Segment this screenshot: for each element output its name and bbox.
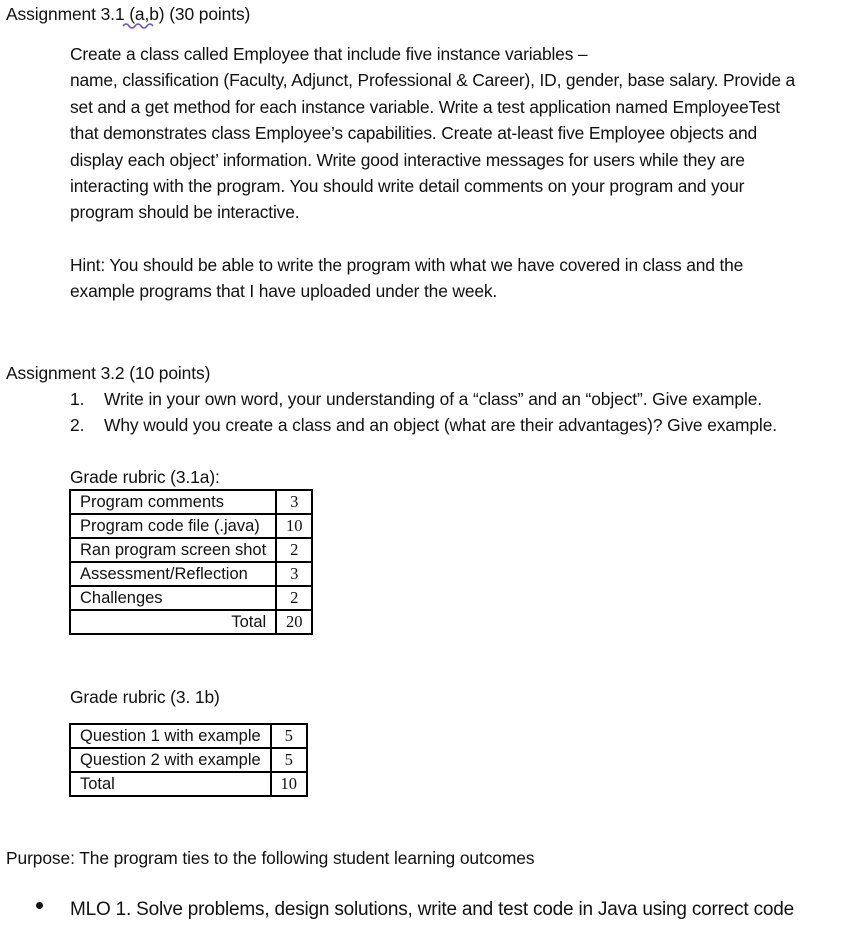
body-line: interacting with the program. You should write detail comments on your program and your	[70, 175, 745, 196]
rubric-a-table	[69, 489, 313, 635]
table-row	[70, 538, 312, 562]
rubric-b-title: Grade rubric (3. 1b)	[70, 687, 220, 707]
rubric-label: Program code file (.java)	[70, 514, 276, 538]
rubric-points: 3	[276, 490, 312, 514]
rubric-points: 3	[276, 562, 312, 586]
table-row	[70, 610, 312, 634]
body-line: program should be interactive.	[70, 202, 300, 223]
rubric-b-table	[69, 723, 308, 797]
body-line: name, classification (Faculty, Adjunct, Professional & Career), ID, gender, base salary. Provide a	[70, 70, 796, 91]
list-item: Write in your own word, your understanding of a “class” and an “object”. Give example.	[104, 389, 763, 409]
body-line: Create a class called Employee that include five instance variables –	[70, 44, 588, 64]
rubric-label: Assessment/Reflection	[70, 562, 276, 586]
rubric-label: Question 1 with example	[70, 724, 271, 748]
body-line: that demonstrates class Employee’s capabilities. Create at-least five Employee objects and	[70, 123, 757, 144]
list-item: Why would you create a class and an object (what are their advantages)? Give example.	[104, 415, 777, 435]
table-row	[70, 490, 312, 514]
hint-line: Hint: You should be able to write the program with what we have covered in class and the	[70, 255, 744, 275]
rubric-points: 10	[276, 514, 312, 538]
rubric-label: Program comments	[70, 490, 276, 514]
hint-line: example programs that I have uploaded under the week.	[70, 281, 498, 302]
list-item-number: 1.	[70, 389, 85, 409]
rubric-a-title: Grade rubric (3.1a):	[70, 467, 220, 487]
hint-paragraph	[70, 252, 852, 305]
table-row	[70, 586, 312, 610]
rubric-label: Ran program screen shot	[70, 538, 276, 562]
rubric-points: 2	[276, 586, 312, 610]
spellcheck-squiggle-icon	[122, 21, 156, 29]
body-line: set and a get method for each instance variable. Write a test application named EmployeeTest	[70, 96, 780, 117]
bullet-icon	[36, 902, 43, 909]
assignment-31-body	[70, 41, 852, 226]
table-row	[70, 748, 307, 772]
table-row	[70, 772, 307, 796]
list-item-number: 2.	[70, 415, 85, 435]
rubric-points: 5	[271, 724, 307, 748]
rubric-label: Question 2 with example	[70, 748, 271, 772]
purpose-text: Purpose: The program ties to the following student learning outcomes	[6, 848, 535, 868]
rubric-points: 10	[271, 772, 307, 796]
table-row	[70, 562, 312, 586]
rubric-label: Challenges	[70, 586, 276, 610]
assignment-32-heading: Assignment 3.2 (10 points)	[6, 363, 211, 383]
table-row	[70, 724, 307, 748]
table-row	[70, 514, 312, 538]
rubric-total-label: Total	[70, 610, 276, 634]
rubric-points: 5	[271, 748, 307, 772]
learning-outcome-item: MLO 1. Solve problems, design solutions, write and test code in Java using correct code	[70, 899, 794, 920]
rubric-points: 2	[276, 538, 312, 562]
rubric-total-points: 20	[276, 610, 312, 634]
assignment-31-heading: Assignment 3.1 (a,b) (30 points)	[6, 4, 251, 24]
body-line: display each object’ information. Write good interactive messages for users while they are	[70, 149, 745, 170]
rubric-label: Total	[70, 772, 271, 796]
